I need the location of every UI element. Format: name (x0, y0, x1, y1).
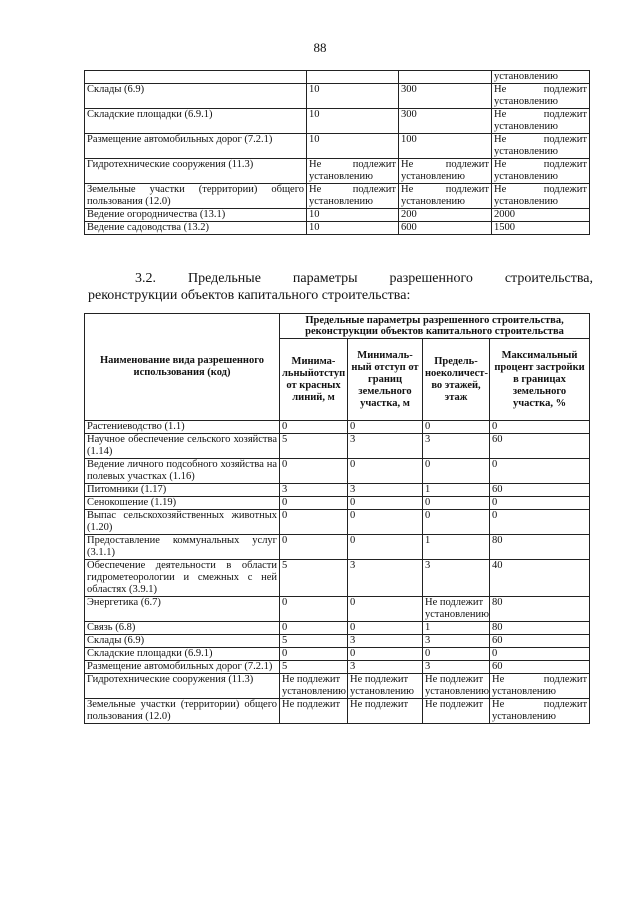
cell-value (399, 71, 492, 84)
cell-value: 3 (423, 560, 490, 597)
cell-value: 0 (280, 535, 348, 560)
header-col4: Максимальный процент застройки в границах земельного участка, % (490, 339, 590, 421)
cell-value: 10 (307, 209, 399, 222)
cell-value: Не подлежит установлению (492, 109, 590, 134)
cell-value: Не подлежит установлению (490, 699, 590, 724)
cell-name: Складские площадки (6.9.1) (85, 648, 280, 661)
cell-value: Не подлежит установлению (423, 674, 490, 699)
cell-value: 10 (307, 134, 399, 159)
cell-value: 80 (490, 597, 590, 622)
table-row (85, 674, 590, 699)
cell-value: Не подлежит установлению (423, 597, 490, 622)
cell-value: 0 (280, 597, 348, 622)
cell-value: Не подлежит установлению (492, 134, 590, 159)
cell-value: 0 (423, 459, 490, 484)
table-construction-parameters (84, 313, 590, 724)
section-word: Предельные (187, 271, 261, 286)
cell-value: 60 (490, 434, 590, 459)
cell-value: 10 (307, 109, 399, 134)
cell-name: Земельные участки (территории) общего пользования (12.0) (85, 184, 307, 209)
page-number: 88 (313, 40, 327, 55)
cell-value: 1 (423, 622, 490, 635)
cell-value: 3 (280, 484, 348, 497)
table-row (85, 635, 590, 648)
table-row (85, 184, 590, 209)
cell-value: Не подлежит установлению (307, 184, 399, 209)
table-row (85, 560, 590, 597)
cell-value: 5 (280, 635, 348, 648)
cell-value: Не подлежит установлению (492, 84, 590, 109)
header-group: Предельные параметры разрешенного строительства, реконструкции объектов капитального строительства (280, 314, 590, 339)
cell-value: 3 (348, 635, 423, 648)
table-row (85, 497, 590, 510)
cell-value: 300 (399, 109, 492, 134)
cell-value: 0 (348, 421, 423, 434)
cell-value: 60 (490, 635, 590, 648)
cell-value: 5 (280, 661, 348, 674)
cell-name: Склады (6.9) (85, 84, 307, 109)
cell-value: 0 (280, 459, 348, 484)
cell-value (307, 71, 399, 84)
section-heading (88, 270, 593, 304)
cell-value: 0 (280, 622, 348, 635)
cell-name: Размещение автомобильных дорог (7.2.1) (85, 134, 307, 159)
cell-name: Земельные участки (территории) общего пользования (12.0) (85, 699, 280, 724)
cell-name: Гидротехнические сооружения (11.3) (85, 674, 280, 699)
cell-value: Не подлежит установлению (399, 184, 492, 209)
cell-value: 300 (399, 84, 492, 109)
cell-name: Складские площадки (6.9.1) (85, 109, 307, 134)
cell-name: Предоставление коммунальных услуг (3.1.1) (85, 535, 280, 560)
cell-value: 0 (348, 535, 423, 560)
table-row (85, 699, 590, 724)
header-col2: Минималь-ный отступ от границ земельного участка, м (348, 339, 423, 421)
header-col1: Минима-льныйотступ от красных линий, м (280, 339, 348, 421)
cell-value: Не подлежит (280, 699, 348, 724)
table-row (85, 535, 590, 560)
table-row (85, 484, 590, 497)
cell-value: 80 (490, 622, 590, 635)
table-row (85, 84, 590, 109)
cell-value: 40 (490, 560, 590, 597)
cell-value: 2000 (492, 209, 590, 222)
cell-name (85, 71, 307, 84)
table-row (85, 134, 590, 159)
cell-value: 0 (490, 510, 590, 535)
cell-value: 0 (280, 497, 348, 510)
cell-value: 0 (348, 497, 423, 510)
section-word: строительства, (504, 271, 593, 286)
header-col3: Предель-ноеколичест-во этажей, этаж (423, 339, 490, 421)
cell-value: 0 (348, 510, 423, 535)
cell-value: 0 (490, 648, 590, 661)
header-name: Наименование вида разрешенного использования (код) (85, 314, 280, 421)
section-number: 3.2. (135, 271, 156, 286)
cell-name: Выпас сельскохозяйственных животных (1.20) (85, 510, 280, 535)
cell-value: 10 (307, 84, 399, 109)
table-building-limits-continued (84, 70, 590, 235)
cell-value: 5 (280, 434, 348, 459)
table-row (85, 661, 590, 674)
cell-value: 3 (423, 635, 490, 648)
table-row (85, 434, 590, 459)
table-row (85, 71, 590, 84)
cell-value: 0 (423, 648, 490, 661)
table-row (85, 648, 590, 661)
cell-value: Не подлежит установлению (280, 674, 348, 699)
cell-value: 1 (423, 535, 490, 560)
cell-value: 10 (307, 222, 399, 235)
cell-value: Не подлежит установлению (307, 159, 399, 184)
cell-value: 600 (399, 222, 492, 235)
cell-value: 0 (423, 421, 490, 434)
cell-name: Ведение личного подсобного хозяйства на полевых участках (1.16) (85, 459, 280, 484)
cell-value: установлению (492, 71, 590, 84)
cell-value: 0 (348, 597, 423, 622)
table-row (85, 421, 590, 434)
table-row (85, 209, 590, 222)
cell-value: 60 (490, 484, 590, 497)
cell-value: 0 (423, 510, 490, 535)
table-row (85, 597, 590, 622)
cell-name: Связь (6.8) (85, 622, 280, 635)
section-word: разрешенного (389, 271, 473, 286)
cell-value: Не подлежит установлению (492, 159, 590, 184)
cell-value: 60 (490, 661, 590, 674)
cell-value: Не подлежит установлению (399, 159, 492, 184)
cell-name: Склады (6.9) (85, 635, 280, 648)
cell-value: 3 (348, 661, 423, 674)
cell-value: 0 (490, 421, 590, 434)
cell-value: Не подлежит установлению (492, 184, 590, 209)
cell-name: Научное обеспечение сельского хозяйства (1.14) (85, 434, 280, 459)
cell-value: 1 (423, 484, 490, 497)
cell-value: 0 (490, 459, 590, 484)
table-row (85, 222, 590, 235)
cell-name: Энергетика (6.7) (85, 597, 280, 622)
cell-value: 0 (280, 648, 348, 661)
cell-value: 200 (399, 209, 492, 222)
cell-value: Не подлежит установлению (490, 674, 590, 699)
table-row (85, 510, 590, 535)
cell-name: Размещение автомобильных дорог (7.2.1) (85, 661, 280, 674)
table-row (85, 622, 590, 635)
cell-value: 0 (348, 459, 423, 484)
cell-value: Не подлежит установлению (348, 674, 423, 699)
cell-value: 0 (348, 622, 423, 635)
cell-value: 0 (280, 421, 348, 434)
cell-value: 3 (348, 434, 423, 459)
cell-name: Обеспечение деятельности в области гидрометеорологии и смежных с ней областях (3.9.1) (85, 560, 280, 597)
cell-value: Не подлежит (348, 699, 423, 724)
cell-value: 0 (423, 497, 490, 510)
section-word: параметры (292, 271, 358, 286)
cell-value: 0 (280, 510, 348, 535)
cell-name: Сенокошение (1.19) (85, 497, 280, 510)
cell-value: Не подлежит (423, 699, 490, 724)
section-line2: реконструкции объектов капитального строительства: (88, 288, 411, 303)
cell-name: Ведение огородничества (13.1) (85, 209, 307, 222)
cell-value: 3 (423, 434, 490, 459)
cell-value: 3 (348, 484, 423, 497)
cell-value: 100 (399, 134, 492, 159)
cell-value: 3 (423, 661, 490, 674)
cell-name: Гидротехнические сооружения (11.3) (85, 159, 307, 184)
table-row (85, 109, 590, 134)
table-row (85, 459, 590, 484)
cell-value: 80 (490, 535, 590, 560)
cell-value: 1500 (492, 222, 590, 235)
cell-name: Растениеводство (1.1) (85, 421, 280, 434)
cell-value: 5 (280, 560, 348, 597)
cell-name: Ведение садоводства (13.2) (85, 222, 307, 235)
cell-value: 3 (348, 560, 423, 597)
cell-value: 0 (490, 497, 590, 510)
table-row (85, 159, 590, 184)
cell-name: Питомники (1.17) (85, 484, 280, 497)
cell-value: 0 (348, 648, 423, 661)
